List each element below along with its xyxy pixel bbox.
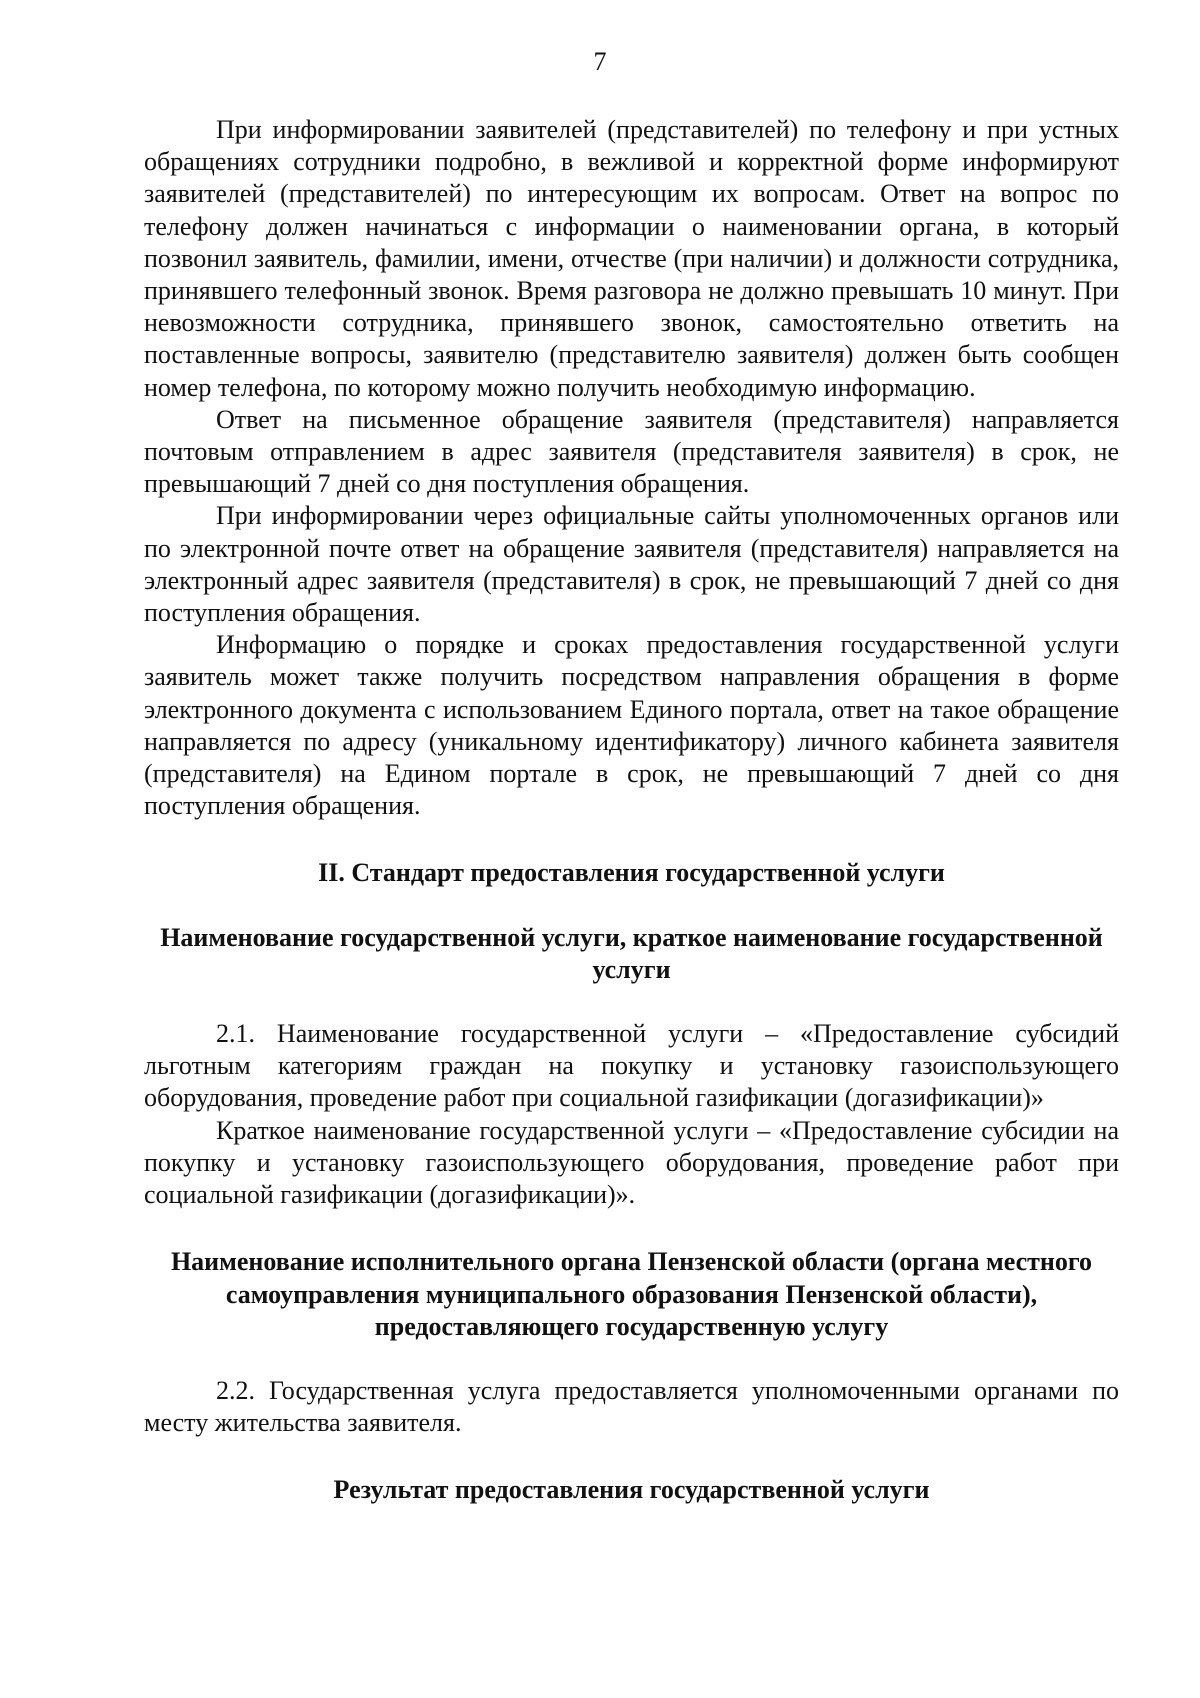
paragraph-service-name: 2.1. Наименование государственной услуги – «Предоставление субсидий льготным категориям граждан на покупку и установку газоиспользующего оборудования, проведение работ при социальной газификации (догазификации)» [144,1019,1119,1113]
paragraph-organ: 2.2. Государственная услуга предоставляется уполномоченными органами по месту жительства заявителя. [144,1375,1119,1438]
paragraph-email-reply: При информировании через официальные сайты уполномоченных органов или по электронной почте ответ на обращение заявителя (представителя) направляется на электронный адрес заявителя (представителя) в срок, не превышающий 7 дней со дня поступления обращения. [144,501,1119,628]
document-body [144,114,1119,1507]
paragraph-service-short-name: Краткое наименование государственной услуги – «Предоставление субсидии на покупку и установку газоиспользующего оборудования, проведение работ при социальной газификации (догазификации)». [144,1115,1119,1210]
paragraph-portal-reply: Информацию о порядке и сроках предоставления государственной услуги заявитель может также получить посредством направления обращения в форме электронного документа с использованием Единого портала, ответ на такое обращение направляется по адресу (уникальному идентификатору) личного кабинета заявителя (представителя) на Едином портале в срок, не превышающий 7 дней со дня поступления обращения. [144,630,1119,821]
result-heading: Результат предоставления государственной услуги [333,1475,930,1505]
service-name-heading: Наименование государственной услуги, краткое наименование государственной услуги [160,922,1103,984]
section-title: II. Стандарт предоставления государственной услуги [318,858,945,888]
paragraph-written-reply: Ответ на письменное обращение заявителя (представителя) направляется почтовым отправлением в адрес заявителя (представителя заявителя) в срок, не превышающий 7 дней со дня поступления обращения. [144,404,1119,499]
organ-heading: Наименование исполнительного органа Пензенской области (органа местного самоуправления муниципального образования Пензенской области), предоставляющего государственную услугу [170,1247,1093,1341]
page-number: 7 [593,47,607,76]
paragraph-phone-info: При информировании заявителей (представителей) по телефону и при устных обращениях сотрудники подробно, в вежливой и корректной форме информируют заявителей (представителей) по интересующим их вопросам. Ответ на вопрос по телефону должен начинаться с информации о наименовании органа, в который позвонил заявитель, фамилии, имени, отчестве (при наличии) и должности сотрудника, принявшего телефонный звонок. Время разговора не должно превышать 10 минут. При невозможности сотрудника, принявшего звонок, самостоятельно ответить на поставленные вопросы, заявителю (представителю заявителя) должен быть сообщен номер телефона, по которому можно получить необходимую информацию. [144,115,1119,402]
